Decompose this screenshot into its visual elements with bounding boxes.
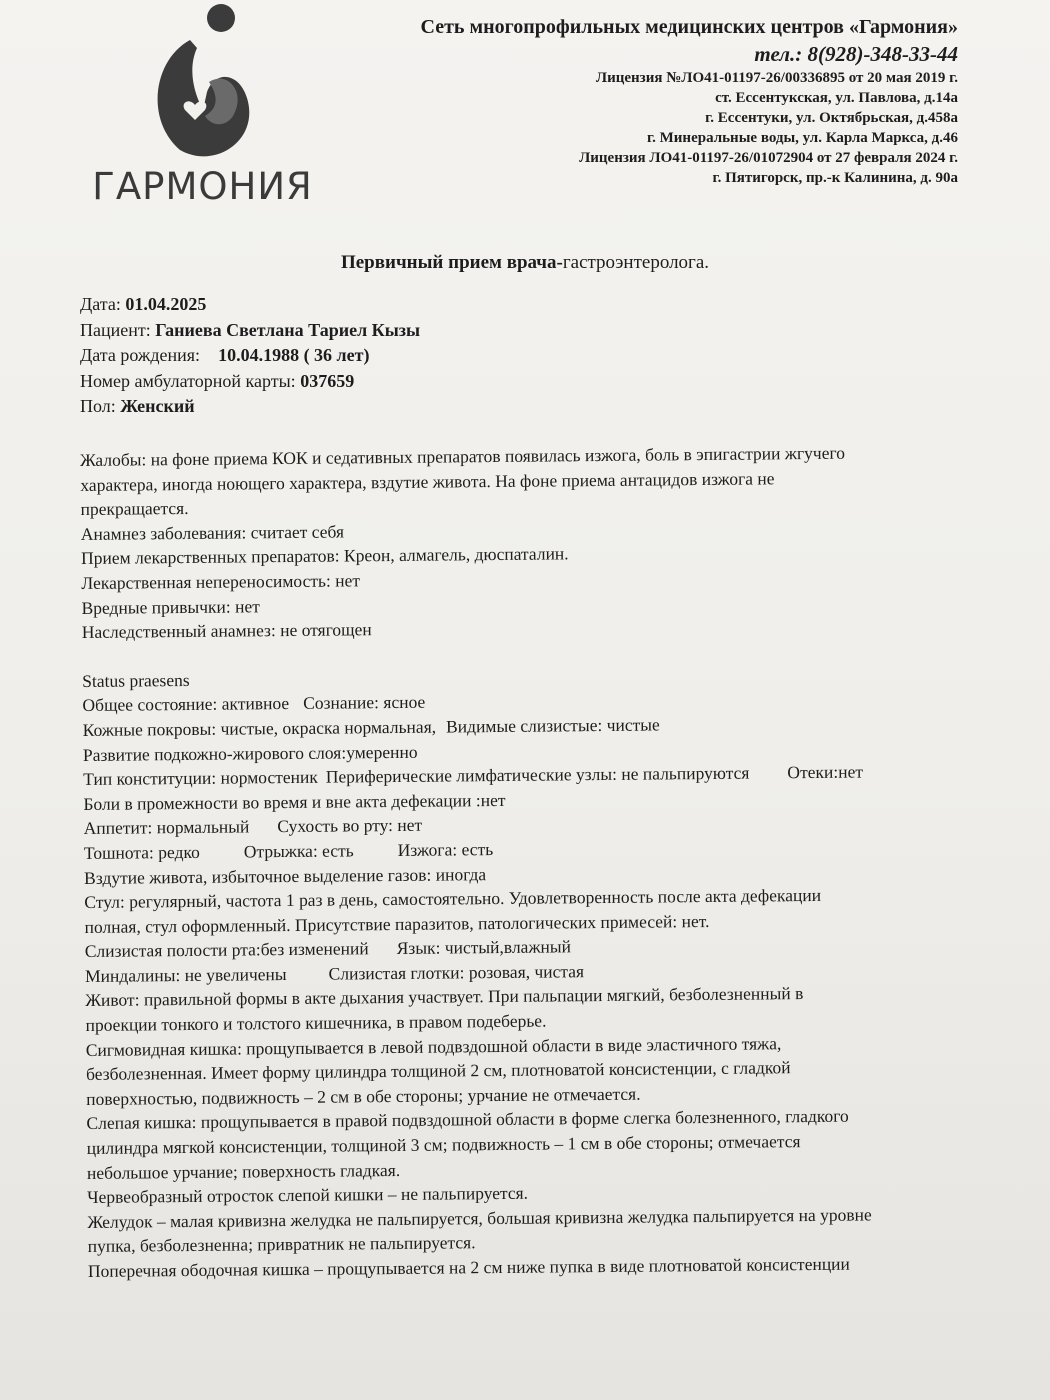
document-title (0, 252, 1050, 274)
abdomen-line: проекции тонкого и толстого кишечника, в правом подеберье. (85, 1010, 547, 1036)
pharynx: Слизистая глотки: розовая, чистая (328, 961, 585, 984)
visit-date-row (80, 292, 420, 318)
stool-line: полная, стул оформленный. Присутствие паразитов, патологических примесей: нет. (84, 910, 710, 937)
belching: Отрыжка: есть (243, 840, 354, 862)
medications: Прием лекарственных препаратов: Креон, алмагель, дюспаталин. (80, 543, 569, 569)
address-line: г. Пятигорск, пр.-к Калинина, д. 90а (712, 170, 958, 186)
dob-value: 10.04.1988 ( 36 лет) (218, 345, 370, 366)
patient-fields (80, 292, 420, 420)
fat: Развитие подкожно-жирового слоя:умеренно (82, 741, 418, 765)
sex-value: Женский (120, 396, 195, 417)
skin: Кожные покровы: чистые, окраска нормальная, (82, 716, 437, 740)
license-line: Лицензия №ЛО41-01197-26/00336895 от 20 мая 2019 г. (595, 70, 958, 86)
patient-row (80, 318, 420, 344)
abdomen-line: Живот: правильной формы в акте дыхания участвует. При пальпации мягкий, безболезненный в (85, 983, 804, 1011)
anamnesis: Анамнез заболевания: считает себя (80, 521, 345, 544)
tonsils: Миндалины: не увеличены (84, 963, 287, 986)
stomach-line: Желудок – малая кривизна желудка не пальпируется, большая кривизна желудка пальпируется на уровне (87, 1204, 872, 1232)
card-label: Номер амбулаторной карты: (80, 370, 296, 391)
card-number: 037659 (300, 370, 355, 391)
consciousness: Сознание: ясное (303, 692, 426, 714)
visit-date-label: Дата: (80, 294, 121, 314)
address-line: ст. Ессентукская, ул. Павлова, д.14а (715, 90, 958, 106)
dob-row (80, 343, 420, 369)
patient-name: Ганиева Светлана Тариел Кызы (155, 319, 421, 340)
sex-label: Пол: (80, 396, 116, 417)
appendix: Червеобразный отросток слепой кишки – не пальпируется. (87, 1182, 529, 1208)
cecum-line: Слепая кишка: прощупывается в правой подвздошной области в форме слегка болезненного, гладкого (86, 1106, 849, 1134)
cecum-line: небольшое урчание; поверхность гладкая. (86, 1159, 401, 1183)
bloating: Вздутие живота, избыточное выделение газов: иногда (84, 863, 487, 888)
complaints-line: Жалобы: на фоне приема КОК и седативных препаратов появилась изжога, боль в эпигастрии жгучего (80, 442, 846, 470)
title-bold: Первичный прием врача- (340, 252, 563, 273)
patient-label: Пациент: (80, 319, 151, 340)
drug-intolerance: Лекарственная непереносимость: нет (81, 570, 361, 593)
heredity: Наследственный анамнез: не отягощен (81, 619, 372, 643)
heartburn: Изжога: есть (397, 838, 494, 860)
constitution: Тип конституции: нормостеник (83, 766, 318, 790)
general-state: Общее состояние: активное (82, 693, 290, 716)
visit-date-value: 01.04.2025 (125, 294, 207, 314)
tongue: Язык: чистый,влажный (396, 936, 572, 959)
clinic-logo-text: ГАРМОНИЯ (92, 165, 313, 208)
exam-body (80, 439, 993, 1283)
clinic-logo (85, 0, 320, 215)
sigmoid-line: поверхностью, подвижность – 2 см в обе стороны; урчание не отмечается. (86, 1083, 641, 1109)
card-row (80, 369, 420, 395)
clinic-header (421, 14, 958, 188)
license-line: Лицензия ЛО41-01197-26/01072904 от 27 февраля 2024 г. (579, 150, 958, 166)
sigmoid-line: безболезненная. Имеет форму цилиндра толщиной 2 см, плотноватой консистенции, с гладкой (85, 1057, 791, 1085)
mucosa: Видимые слизистые: чистые (445, 714, 660, 737)
complaints-line: характера, иногда ноющего характера, вздутие живота. На фоне приема антацидов изжога не (80, 467, 775, 495)
title-rest: гастроэнтеролога. (562, 252, 710, 273)
sex-row (80, 394, 420, 420)
lymph-nodes: Периферические лимфатические узлы: не пальпируются (325, 762, 750, 787)
status-heading: Status praesens (82, 669, 190, 691)
sigmoid-line: Сигмовидная кишка: прощупывается в левой подвздошной области в виде эластичного тяжа, (85, 1032, 782, 1060)
address-line: г. Минеральные воды, ул. Карла Маркса, д.46 (647, 130, 958, 146)
dob-label: Дата рождения: (80, 345, 201, 366)
bad-habits: Вредные привычки: нет (81, 595, 260, 618)
nausea: Тошнота: редко (83, 841, 200, 863)
dry-mouth: Сухость во рту: нет (277, 815, 423, 837)
complaints-line: прекращается. (80, 498, 189, 520)
stool-line: Стул: регулярный, частота 1 раз в день, самостоятельно. Удовлетворенность после акта дефекации (84, 885, 822, 913)
cecum-line: цилиндра мягкой консистенции, толщиной 3 см; подвижность – 1 см в обе стороны; отмечается (86, 1131, 801, 1158)
stomach-line: пупка, безболезненна; привратник не пальпируется. (87, 1232, 476, 1257)
address-line: г. Ессентуки, ул. Октябрьская, д.458а (705, 110, 958, 126)
clinic-phone: тел.: 8(928)-348-33-44 (754, 42, 958, 66)
edema: Отеки:нет (787, 761, 864, 783)
appetite: Аппетит: нормальный (83, 816, 250, 839)
transverse-colon: Поперечная ободочная кишка – прощупывается на 2 см ниже пупка в виде плотноватой консистенции (87, 1253, 850, 1281)
clinic-logo-icon (135, 0, 270, 160)
oral-mucosa: Слизистая полости рта:без изменений (84, 938, 369, 962)
clinic-network-name: Сеть многопрофильных медицинских центров «Гармония» (420, 16, 958, 38)
perineal-pain: Боли в промежности во время и вне акта дефекации :нет (83, 789, 506, 814)
